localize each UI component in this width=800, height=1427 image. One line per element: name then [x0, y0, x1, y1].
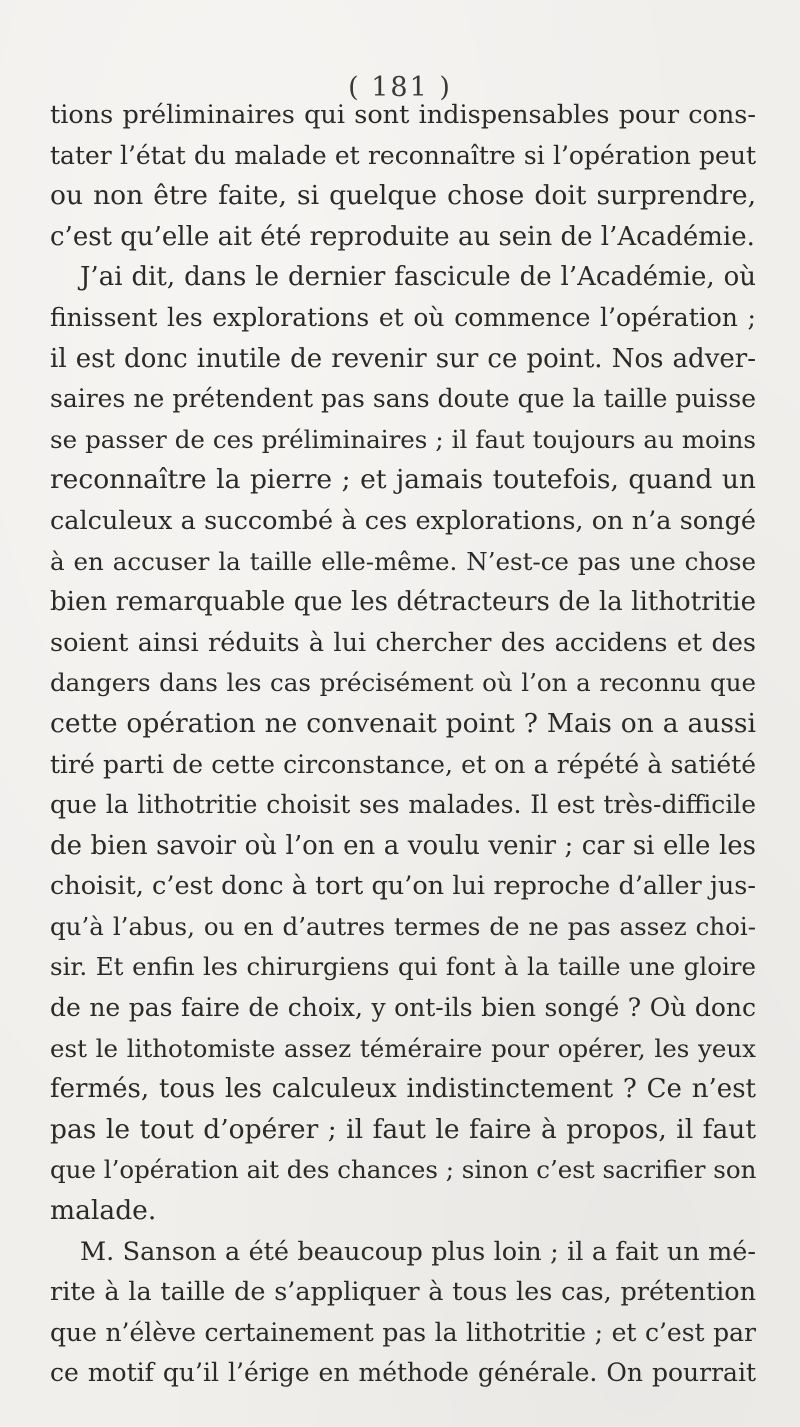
text-line: soient ainsi réduits à lui chercher des accidens et des: [50, 627, 756, 658]
text-line: finissent les explorations et où commence l’opération ;: [50, 302, 756, 332]
text-line: M. Sanson a été beaucoup plus loin ; il a fait un mé-: [80, 1236, 756, 1267]
text-line: fermés, tous les calculeux indistinctement ? Ce n’est: [50, 1074, 756, 1105]
text-line: de bien savoir où l’on en a voulu venir ; car si elle les: [50, 830, 756, 861]
text-line: malade.: [50, 1195, 157, 1227]
text-line: se passer de ces préliminaires ; il faut toujours au moins: [50, 424, 756, 454]
text-line: dangers dans les cas précisément où l’on a reconnu que: [50, 668, 756, 698]
text-line: tions préliminaires qui sont indispensables pour cons-: [50, 100, 756, 130]
text-line: calculeux a succombé à ces explorations, on n’a songé: [50, 505, 756, 536]
page-number: ( 181 ): [348, 72, 452, 103]
text-line: pas le tout d’opérer ; il faut le faire à propos, il faut: [50, 1113, 756, 1145]
text-line: rite à la taille de s’appliquer à tous les cas, prétention: [50, 1277, 756, 1308]
text-line: est le lithotomiste assez téméraire pour opérer, les yeux: [50, 1033, 756, 1063]
text-line: ce motif qu’il l’érige en méthode générale. On pourrait: [50, 1358, 756, 1388]
text-line: J’ai dit, dans le dernier fascicule de l’Académie, où: [80, 262, 756, 293]
text-line: choisit, c’est donc à tort qu’on lui reproche d’aller jus-: [50, 871, 756, 902]
body-text: [50, 95, 756, 1394]
text-line: à en accuser la taille elle-même. N’est-ce pas une chose: [50, 546, 756, 576]
text-line: tiré parti de cette circonstance, et on a répété à satiété: [50, 749, 756, 779]
text-line: que n’élève certainement pas la lithotritie ; et c’est par: [50, 1317, 756, 1347]
text-line: il est donc inutile de revenir sur ce point. Nos adver-: [50, 343, 756, 374]
text-line: que la lithotritie choisit ses malades. Il est très-difficile: [50, 790, 756, 820]
text-line: bien remarquable que les détracteurs de la lithotritie: [50, 587, 756, 618]
text-line: tater l’état du malade et reconnaître si l’opération peut: [50, 140, 756, 170]
text-line: cette opération ne convenait point ? Mais on a aussi: [50, 707, 756, 739]
text-line: ou non être faite, si quelque chose doit surprendre,: [50, 180, 756, 212]
text-line: que l’opération ait des chances ; sinon c’est sacrifier son: [50, 1155, 756, 1185]
text-line: saires ne prétendent pas sans doute que la taille puisse: [50, 384, 756, 414]
text-line: sir. Et enfin les chirurgiens qui font à la taille une gloire: [50, 952, 756, 982]
text-line: qu’à l’abus, ou en d’autres termes de ne pas assez choi-: [50, 911, 756, 941]
text-line: reconnaître la pierre ; et jamais toutefois, quand un: [50, 464, 756, 496]
text-line: de ne pas faire de choix, y ont-ils bien songé ? Où donc: [50, 993, 756, 1023]
text-line: c’est qu’elle ait été reproduite au sein de l’Académie.: [50, 221, 755, 252]
